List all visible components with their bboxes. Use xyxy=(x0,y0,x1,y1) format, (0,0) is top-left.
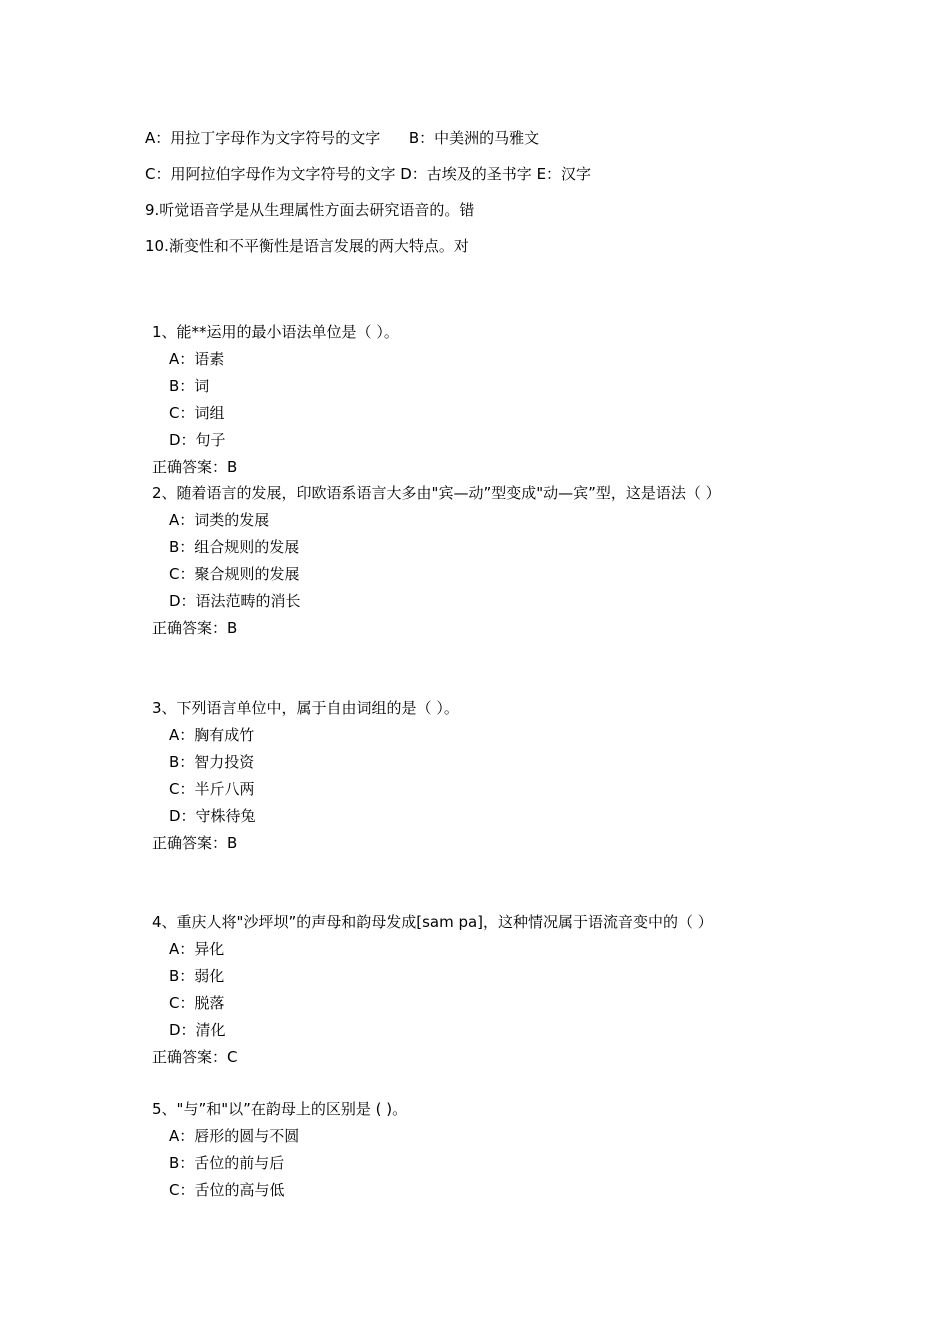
question-2-answer: 正确答案：B xyxy=(152,619,238,637)
question-1-option-b: B：词 xyxy=(169,377,210,395)
question-5-option-a: A：唇形的圆与不圆 xyxy=(169,1127,300,1145)
intro-line-4: 10.渐变性和不平衡性是语言发展的两大特点。对 xyxy=(145,237,469,255)
question-4 xyxy=(152,910,912,1072)
question-2-stem: 2、随着语言的发展，印欧语系语言大多由"宾—动”型变成"动—宾”型，这是语法（ ） xyxy=(152,484,721,502)
question-3-option-d: D：守株待兔 xyxy=(169,807,256,825)
intro-block xyxy=(145,126,905,270)
question-3-option-b: B：智力投资 xyxy=(169,753,255,771)
question-3-option-c: C：半斤八两 xyxy=(169,780,255,798)
question-3-stem: 3、下列语言单位中，属于自由词组的是（ ）。 xyxy=(152,699,459,717)
question-1-option-c: C：词组 xyxy=(169,404,225,422)
question-2-option-c: C：聚合规则的发展 xyxy=(169,565,300,583)
question-5-option-c: C：舌位的高与低 xyxy=(169,1181,285,1199)
question-2-option-b: B：组合规则的发展 xyxy=(169,538,300,556)
question-2-option-d: D：语法范畴的消长 xyxy=(169,592,301,610)
question-4-option-a: A：异化 xyxy=(169,940,225,958)
question-4-option-c: C：脱落 xyxy=(169,994,225,1012)
question-4-stem: 4、重庆人将"沙坪坝”的声母和韵母发成[sam pa]，这种情况属于语流音变中的（ ） xyxy=(152,913,713,931)
question-2 xyxy=(152,481,912,643)
question-1-stem: 1、能**运用的最小语法单位是（ ）。 xyxy=(152,323,399,341)
question-5-stem: 5、"与”和"以”在韵母上的区别是 ( )。 xyxy=(152,1100,408,1118)
question-5 xyxy=(152,1097,912,1205)
question-2-option-a: A：词类的发展 xyxy=(169,511,270,529)
intro-line-3: 9.听觉语音学是从生理属性方面去研究语音的。错 xyxy=(145,201,475,219)
question-3 xyxy=(152,696,912,858)
question-1 xyxy=(152,320,912,482)
question-1-option-a: A：语素 xyxy=(169,350,225,368)
question-4-answer: 正确答案：C xyxy=(152,1048,238,1066)
intro-line-1: A：用拉丁字母作为文字符号的文字 B：中美洲的马雅文 xyxy=(145,129,540,147)
question-3-option-a: A：胸有成竹 xyxy=(169,726,255,744)
question-4-option-b: B：弱化 xyxy=(169,967,225,985)
question-1-answer: 正确答案：B xyxy=(152,458,238,476)
intro-line-2: C：用阿拉伯字母作为文字符号的文字 D：古埃及的圣书字 E：汉字 xyxy=(145,165,592,183)
question-4-option-d: D：清化 xyxy=(169,1021,226,1039)
question-1-option-d: D：句子 xyxy=(169,431,226,449)
question-3-answer: 正确答案：B xyxy=(152,834,238,852)
question-5-option-b: B：舌位的前与后 xyxy=(169,1154,285,1172)
